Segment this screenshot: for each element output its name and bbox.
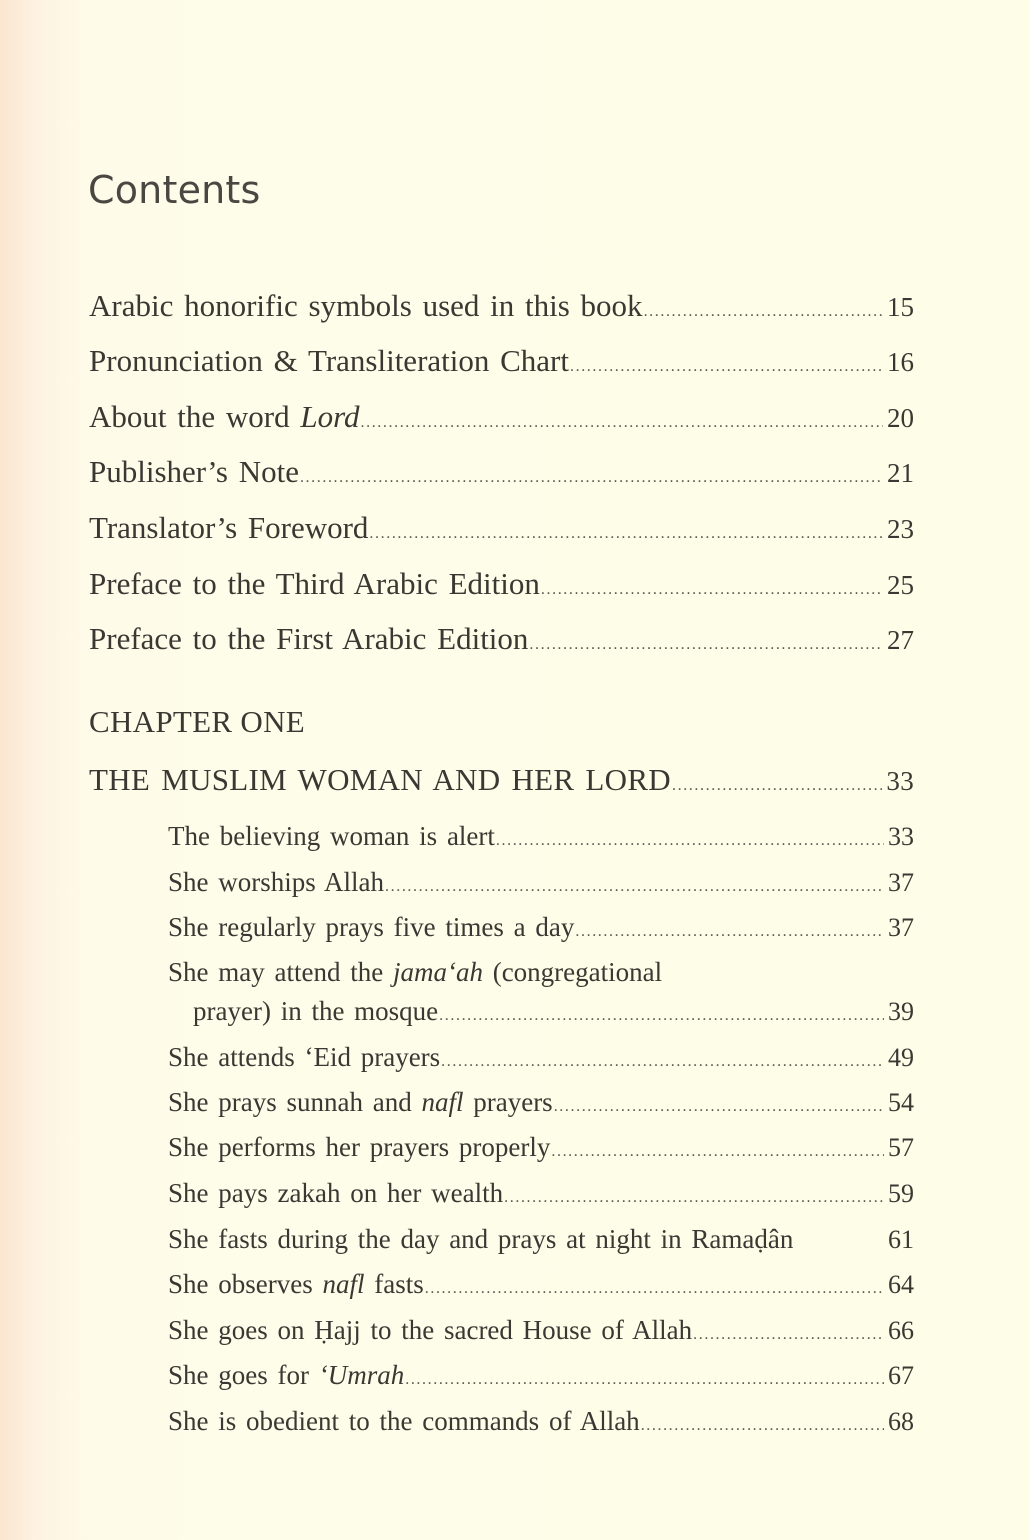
toc-entry-label: Arabic honorific symbols used in this book	[89, 288, 643, 323]
label-text: She observes	[168, 1269, 323, 1299]
toc-section-label: She fasts during the day and prays at night in Ramaḍân	[168, 1224, 794, 1254]
toc-page-number: 16	[887, 347, 914, 377]
toc-section-label: She attends ‘Eid prayers	[168, 1042, 441, 1072]
label-text: (congregational	[482, 957, 663, 987]
leader-dots	[496, 825, 884, 857]
toc-entry-label: Pronunciation & Transliteration Chart	[89, 343, 569, 378]
toc-entry-publishers-note[interactable]	[89, 454, 914, 496]
toc-entry-label: Publisher’s Note	[89, 454, 299, 489]
toc-entry-label: Preface to the First Arabic Edition	[89, 621, 529, 656]
toc-page-number: 33	[886, 766, 914, 796]
leader-dots	[529, 627, 883, 663]
toc-section-label	[168, 1086, 553, 1118]
leader-dots	[644, 294, 883, 330]
toc-page-number: 57	[888, 1133, 914, 1162]
toc-page-number: 25	[887, 570, 914, 600]
toc-entry-about-word-lord[interactable]	[89, 399, 914, 441]
toc-entry-preface-third-edition[interactable]	[89, 566, 914, 608]
leader-dots	[441, 1046, 884, 1078]
toc-entry-preface-first-edition[interactable]	[89, 621, 914, 663]
leader-dots	[641, 1410, 884, 1442]
leader-dots	[672, 768, 882, 804]
toc-entry-label	[89, 399, 360, 435]
toc-page-number: 15	[887, 292, 914, 322]
leader-dots	[369, 516, 883, 552]
toc-page-number: 27	[887, 625, 914, 655]
toc-section-label: The believing woman is alert	[168, 821, 495, 851]
toc-entry-pronunciation-chart[interactable]	[89, 343, 914, 385]
toc-entry-label: Preface to the Third Arabic Edition	[89, 566, 540, 601]
label-italic-text: Lord	[300, 399, 360, 434]
leader-dots	[575, 916, 884, 948]
leader-dots	[570, 349, 883, 385]
toc-page-number: 64	[888, 1270, 914, 1299]
toc-page-number: 21	[887, 458, 914, 488]
leader-dots	[554, 1091, 884, 1123]
toc-section-label	[168, 1359, 404, 1391]
toc-page-number: 33	[888, 822, 914, 851]
leader-dots	[425, 1273, 884, 1305]
toc-page-number: 23	[887, 514, 914, 544]
toc-section-umrah[interactable]	[168, 1359, 914, 1396]
toc-section-worships-allah[interactable]	[168, 866, 914, 903]
toc-section-label: prayer) in the mosque	[193, 996, 439, 1026]
toc-entry-translators-foreword[interactable]	[89, 510, 914, 552]
label-text: She may attend the	[168, 957, 393, 987]
leader-dots	[693, 1319, 884, 1351]
toc-section-label: She pays zakah on her wealth	[168, 1178, 504, 1208]
toc-page-number: 67	[888, 1361, 914, 1390]
toc-page-number: 37	[888, 913, 914, 942]
toc-section-fasts-ramadan[interactable]	[168, 1223, 914, 1260]
page-title: Contents	[88, 168, 261, 212]
label-italic-text: jama‘ah	[392, 957, 483, 987]
toc-section-prays-five-times[interactable]	[168, 911, 914, 948]
toc-section-label: She regularly prays five times a day	[168, 912, 575, 942]
label-text: fasts	[364, 1269, 424, 1299]
toc-section-hajj[interactable]	[168, 1314, 914, 1351]
toc-page-number: 59	[888, 1179, 914, 1208]
leader-dots	[361, 405, 884, 441]
label-italic-text: nafl	[421, 1087, 464, 1117]
label-italic-text: ‘Umrah	[318, 1360, 405, 1390]
toc-page-number: 20	[887, 403, 914, 433]
leader-dots	[541, 572, 883, 608]
toc-section-nafl-fasts[interactable]	[168, 1268, 914, 1305]
chapter-title: THE MUSLIM WOMAN AND HER LORD	[89, 762, 671, 797]
toc-section-eid-prayers[interactable]	[168, 1041, 914, 1078]
toc-page-number: 39	[888, 997, 914, 1026]
toc-section-label: She goes on Ḥajj to the sacred House of Allah	[168, 1315, 693, 1345]
toc-section-jamaah-line1[interactable]	[168, 956, 662, 988]
toc-section-sunnah-nafl-prayers[interactable]	[168, 1086, 914, 1123]
toc-section-label: She performs her prayers properly	[168, 1132, 551, 1162]
leader-dots	[385, 871, 884, 903]
toc-entry-chapter-one-title[interactable]	[89, 762, 914, 804]
toc-section-obedient-commands[interactable]	[168, 1405, 914, 1442]
toc-section-pays-zakah[interactable]	[168, 1177, 914, 1214]
label-text: About the word	[89, 399, 301, 434]
label-text: She goes for	[168, 1360, 319, 1390]
toc-page-number: 37	[888, 868, 914, 897]
chapter-label: CHAPTER ONE	[89, 704, 306, 739]
label-text: prayers	[463, 1087, 553, 1117]
toc-page-number: 66	[888, 1316, 914, 1345]
leader-dots	[405, 1364, 884, 1396]
toc-section-label: She is obedient to the commands of Allah	[168, 1406, 640, 1436]
label-italic-text: nafl	[322, 1269, 365, 1299]
toc-section-jamaah-line2[interactable]	[193, 995, 914, 1032]
leader-dots	[551, 1136, 884, 1168]
toc-page-number: 54	[888, 1088, 914, 1117]
leader-dots	[300, 460, 883, 496]
toc-page-number: 68	[888, 1407, 914, 1436]
leader-dots	[504, 1182, 884, 1214]
toc-page-number: 61	[888, 1225, 914, 1254]
toc-section-prayers-properly[interactable]	[168, 1131, 914, 1168]
toc-entry-label: Translator’s Foreword	[89, 510, 369, 545]
label-text: She prays sunnah and	[168, 1087, 422, 1117]
toc-entry-honorific-symbols[interactable]	[89, 288, 914, 330]
toc-section-label	[168, 1268, 424, 1300]
toc-section-label: She worships Allah	[168, 867, 385, 897]
leader-dots	[439, 1000, 884, 1032]
toc-page-number: 49	[888, 1043, 914, 1072]
toc-section-believing-woman-alert[interactable]	[168, 820, 914, 857]
